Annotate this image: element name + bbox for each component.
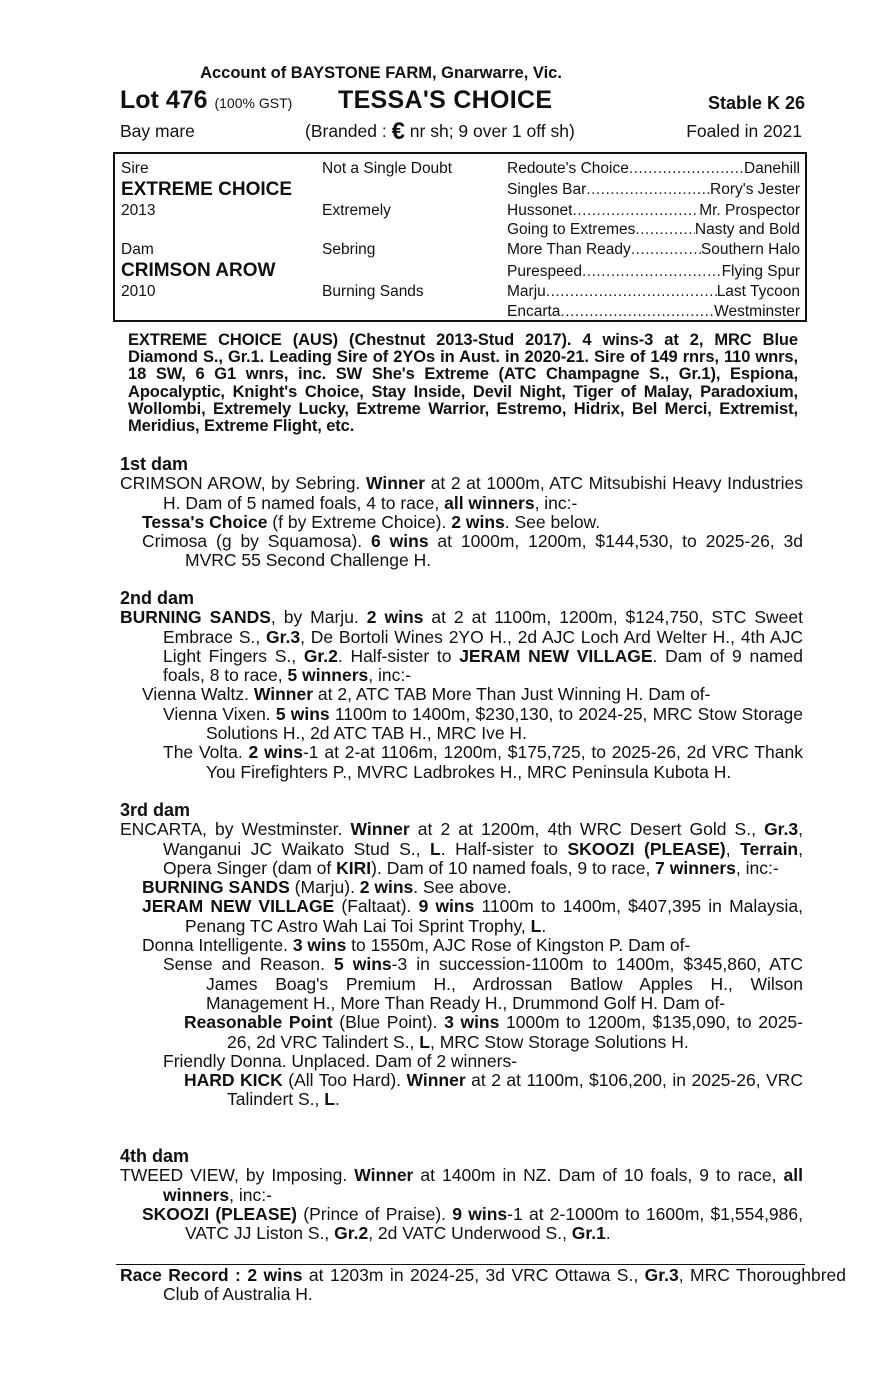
section-heading: 4th dam	[120, 1146, 190, 1166]
text: 1100m to 1400m, $230,130, to 2024-25, MRC Stow Storage Solutions H., 2d ATC TAB H., MRC Ive H.	[206, 703, 803, 744]
progeny-entry	[142, 532, 803, 571]
text: , De Bortoli Wines 2YO H., 2d AJC Loch Ard Welter H., 4th AJC Light Fingers S.,	[163, 626, 803, 666]
g3-right: Last Tycoon	[716, 283, 800, 300]
progeny-entry	[142, 685, 803, 704]
text: 1100m to 1400m, $407,395 in Malaysia, Penang TC Astro Wah Lai Toi Sprint Trophy,	[185, 896, 803, 936]
race-record	[120, 1266, 846, 1305]
g3-right: Westminster	[714, 303, 800, 320]
sire-label: Sire	[121, 160, 149, 177]
text-bold: Gr.1	[571, 1223, 606, 1244]
text-bold: Winner	[253, 684, 314, 705]
text-bold: Gr.3	[764, 819, 799, 840]
g3-row	[507, 241, 800, 259]
text: TWEED VIEW, by Imposing.	[120, 1165, 355, 1186]
text-bold: 5 wins	[275, 703, 330, 724]
text-bold: 5 winners	[287, 665, 369, 686]
text-bold: 5 wins	[334, 954, 392, 975]
g3-left: Redoute's Choice	[507, 160, 629, 177]
leader-dots	[560, 303, 714, 321]
text-bold: JERAM NEW VILLAGE	[142, 896, 335, 917]
progeny-entry	[142, 897, 803, 936]
text-bold: Gr.2	[303, 645, 338, 666]
second-dam-section	[120, 589, 803, 782]
g3-row	[507, 283, 800, 301]
text: to 1550m, AJC Rose of Kingston P. Dam of-	[346, 935, 691, 956]
text: . See below.	[504, 511, 601, 532]
g3-row	[507, 202, 800, 220]
brand-description	[305, 118, 575, 145]
text-bold: 2 wins	[248, 742, 303, 763]
text: at 1400m in NZ. Dam of 10 foals, 9 to race,	[413, 1165, 784, 1186]
g3-left: Purespeed	[507, 263, 582, 280]
text: . Half-sister to	[337, 645, 460, 666]
first-dam-section	[120, 455, 803, 571]
text-bold: 7 winners	[655, 857, 736, 878]
g3-left: Marju	[507, 283, 546, 300]
progeny-entry	[184, 1013, 803, 1052]
dam-paragraph	[120, 474, 803, 513]
text: (Blue Point).	[332, 1012, 445, 1033]
g3-row	[507, 263, 800, 281]
text: at 2 at 1100m, $106,200, in 2025-26, VRC Talindert S.,	[227, 1070, 803, 1110]
text: Vienna Waltz.	[142, 684, 254, 705]
text-bold: 9 wins	[418, 896, 475, 917]
text-bold: Reasonable Point	[184, 1012, 333, 1033]
text: (All Too Hard).	[282, 1070, 407, 1091]
horse-name: TESSA'S CHOICE	[338, 86, 553, 114]
foaled-year: Foaled in 2021	[686, 121, 802, 141]
leader-dots	[586, 181, 710, 199]
lot-line	[120, 86, 805, 118]
text-bold: L	[324, 1089, 335, 1110]
g3-left: Singles Bar	[507, 181, 587, 198]
sire-sire: Not a Single Doubt	[322, 160, 453, 177]
text-bold: L	[419, 1031, 430, 1052]
text: at 2, ATC TAB More Than Just Winning H. Dam of-	[313, 684, 711, 705]
vendor-account: Account of BAYSTONE FARM, Gnarwarre, Vic.	[200, 64, 562, 82]
leader-dots	[631, 241, 701, 259]
leader-dots	[572, 202, 699, 220]
text: Vienna Vixen.	[163, 703, 276, 724]
text: , Opera Singer (dam of	[163, 838, 803, 878]
text-bold: SKOOZI (PLEASE)	[142, 1203, 297, 1224]
text: at 2 at 1000m, ATC Mitsubishi Heavy Industries H. Dam of 5 named foals, 4 to race,	[163, 473, 804, 513]
text-bold: JERAM NEW VILLAGE	[459, 645, 653, 666]
lot-label: Lot 476	[120, 86, 208, 114]
g3-left: Encarta	[507, 303, 561, 320]
dam-dam: Burning Sands	[322, 283, 424, 300]
text: .	[541, 915, 547, 936]
horse-details	[120, 118, 802, 145]
text: at 2 at 1100m, 1200m, $124,750, STC Sweet Embrace S.,	[163, 607, 803, 647]
progeny-entry	[163, 1052, 803, 1071]
text: .	[605, 1223, 611, 1244]
g3-right: Mr. Prospector	[699, 202, 800, 219]
text: at 1000m, 1200m, $144,530, to 2025-26, 3d MVRC 55 Second Challenge H.	[185, 531, 804, 571]
progeny-entry	[163, 705, 803, 744]
text: -1 at 2-at 1106m, 1200m, $175,725, to 2025-26, 2d VRC Thank You Firefighters P., MVRC Ladbrokes H., MRC Peninsula Kubota H.	[206, 742, 803, 782]
text-bold: 9 wins	[452, 1203, 508, 1224]
g3-row	[507, 303, 800, 321]
brand-suffix: nr sh; 9 over 1 off sh)	[404, 121, 575, 141]
text-bold: 2 wins	[451, 511, 505, 532]
progeny-entry	[142, 936, 803, 955]
text: , inc:-	[229, 1184, 272, 1205]
g3-row	[507, 160, 800, 178]
text: (Prince of Praise).	[297, 1203, 453, 1224]
leader-dots	[582, 263, 722, 281]
text-bold: Tessa's Choice	[142, 511, 268, 532]
dam-year: 2010	[121, 283, 156, 300]
text-bold: HARD KICK	[184, 1070, 283, 1091]
text-bold: Terrain	[740, 838, 799, 859]
leader-dots	[635, 221, 695, 239]
text: (Marju).	[289, 877, 360, 898]
text: (Faltaat).	[334, 896, 419, 917]
text: , Wanganui JC Waikato Stud S.,	[163, 819, 803, 859]
text-bold: Race Record : 2 wins	[120, 1265, 303, 1285]
sire-year: 2013	[121, 202, 156, 219]
dam-paragraph	[120, 1166, 803, 1205]
text-bold: BURNING SANDS	[120, 607, 271, 628]
brand-mark-icon: €	[391, 118, 405, 145]
text-bold: 3 wins	[292, 935, 347, 956]
stable-label: Stable K 26	[707, 93, 805, 113]
text-bold: Winner	[350, 819, 410, 840]
g3-right: Nasty and Bold	[694, 221, 800, 238]
lot-number	[120, 86, 292, 115]
progeny-entry	[142, 878, 803, 897]
g3-right: Southern Halo	[700, 241, 800, 258]
dam-paragraph	[120, 820, 803, 878]
section-heading: 1st dam	[120, 454, 189, 474]
text: , inc:-	[534, 492, 578, 513]
text: 1000m to 1200m, $135,090, to 2025-26, 2d VRC Talindert S.,	[227, 1012, 803, 1052]
text-bold: Winner	[365, 473, 426, 494]
text: at 2 at 1200m, 4th WRC Desert Gold S.,	[409, 819, 765, 840]
g3-right: Flying Spur	[721, 263, 800, 280]
g3-row	[507, 181, 800, 199]
text-bold: 3 wins	[444, 1012, 500, 1033]
progeny-entry	[142, 513, 803, 532]
progeny-entry	[163, 955, 803, 1013]
text: ). Dam of 10 named foals, 9 to race,	[371, 857, 656, 878]
text: . Half-sister to	[440, 838, 568, 859]
text-bold: Winner	[406, 1070, 466, 1091]
horse-sex: Bay mare	[120, 121, 195, 141]
text: ENCARTA, by Westminster.	[120, 819, 351, 840]
text-bold: BURNING SANDS	[142, 877, 290, 898]
text: Crimosa (g by Squamosa).	[142, 531, 372, 552]
section-heading: 2nd dam	[120, 588, 195, 608]
third-dam-section	[120, 801, 803, 1110]
fourth-dam-section	[120, 1147, 803, 1243]
text-bold: L	[430, 838, 441, 859]
text-bold: L	[530, 915, 542, 936]
g3-right: Rory's Jester	[710, 181, 800, 198]
text: . Dam of 9 named foals, 8 to race,	[163, 645, 803, 686]
text: , MRC Stow Storage Solutions H.	[429, 1031, 689, 1052]
progeny-entry	[142, 1205, 803, 1244]
g3-left: Going to Extremes	[507, 221, 636, 238]
g3-left: Hussonet	[507, 202, 573, 219]
leader-dots	[546, 283, 717, 301]
g3-left: More Than Ready	[507, 241, 631, 258]
text: at 1203m in 2024-25, 3d VRC Ottawa S.,	[302, 1265, 645, 1285]
gst-label: (100% GST)	[214, 95, 293, 111]
dam-paragraph	[120, 608, 803, 685]
text: , MRC Thoroughbred Club of Australia H.	[163, 1265, 846, 1305]
sire-name: EXTREME CHOICE	[121, 179, 293, 200]
text: Donna Intelligente.	[142, 935, 293, 956]
text: (f by Extreme Choice).	[267, 511, 452, 532]
dam-label: Dam	[121, 241, 154, 258]
text: .	[334, 1089, 340, 1110]
brand-prefix: (Branded :	[305, 121, 392, 141]
pedigree-table	[113, 152, 807, 322]
text-bold: Gr.2	[334, 1223, 369, 1244]
text: . See above.	[413, 877, 512, 898]
text-bold: SKOOZI (PLEASE)	[567, 838, 726, 859]
text: , inc:-	[368, 665, 412, 686]
sire-dam: Extremely	[322, 202, 391, 219]
text-bold: all winners	[444, 492, 535, 513]
text-bold: 2 wins	[366, 607, 424, 628]
text-bold: all winners	[163, 1165, 803, 1205]
dam-name: CRIMSON AROW	[121, 260, 276, 281]
dam-sire: Sebring	[322, 241, 376, 258]
sire-summary: EXTREME CHOICE (AUS) (Chestnut 2013-Stud 2017). 4 wins-3 at 2, MRC Blue Diamond S., Gr.1. Leading Sire of 2YOs in Aust. in 2020-21. Sire of 149 rnrs, 110 wnrs, 18 SW, 6 G1 wnrs, inc. SW She's Extreme (ATC Champagne S., Gr.1), Espiona, Apocalyptic, Knight's Choice, Stay Inside, Devil Night, Tiger of Malay, Paradoxium, Wollombi, Extremely Lucky, Extreme Warrior, Estremo, Hidrix, Bel Merci, Extremist, Meridius, Extreme Flight, etc.	[128, 331, 798, 436]
text-bold: KIRI	[336, 857, 372, 878]
progeny-entry	[163, 743, 803, 782]
text-bold: 6 wins	[371, 531, 429, 552]
text: -1 at 2-1000m to 1600m, $1,554,986, VATC JJ Liston S.,	[185, 1203, 803, 1244]
g3-right: Danehill	[743, 160, 800, 177]
leader-dots	[629, 160, 744, 178]
text: ,	[725, 838, 741, 859]
text-bold: Winner	[354, 1165, 414, 1186]
text: Friendly Donna. Unplaced. Dam of 2 winners-	[163, 1050, 518, 1071]
text-bold: Gr.3	[644, 1265, 679, 1285]
text-bold: 2 wins	[359, 877, 414, 898]
text-bold: Gr.3	[266, 626, 301, 647]
text: CRIMSON AROW, by Sebring.	[120, 473, 366, 494]
text: Sense and Reason.	[163, 954, 335, 975]
text: , 2d VATC Underwood S.,	[368, 1223, 572, 1244]
section-heading: 3rd dam	[120, 800, 191, 820]
progeny-entry	[184, 1071, 803, 1110]
text: , inc:-	[735, 857, 779, 878]
text: The Volta.	[163, 742, 249, 763]
text: -3 in succession-1100m to 1400m, $345,860, ATC James Boag's Premium H., Ardrossan Batlow Apples H., Wilson Management H., More Than Ready H., Drummond Golf H. Dam of-	[206, 954, 804, 1013]
g3-row	[507, 221, 800, 239]
text: , by Marju.	[270, 607, 367, 628]
